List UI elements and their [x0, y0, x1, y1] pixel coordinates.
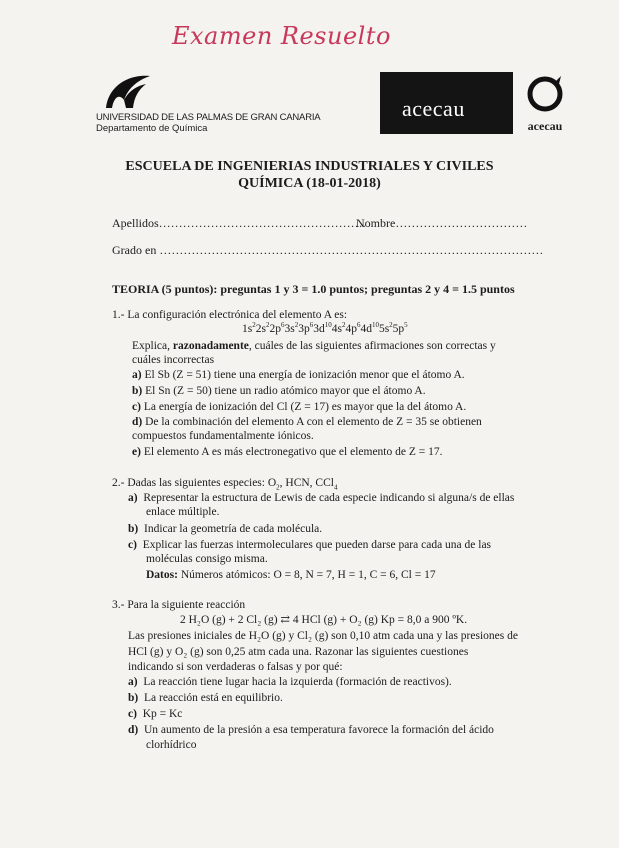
- q3-item-d: d) Un aumento de la presión a esa temperatura favorece la formación del ácido: [128, 724, 494, 736]
- nombre-label: Nombre: [356, 216, 396, 230]
- q2-item-c: c) Explicar las fuerzas intermoleculares que pueden darse para cada una de las: [128, 539, 492, 551]
- nombre-dots: ……………………………: [395, 216, 528, 230]
- acecau-logo-text: acecau: [527, 119, 563, 133]
- apellidos-dots: …………………………………………….: [158, 216, 366, 230]
- university-name: UNIVERSIDAD DE LAS PALMAS DE GRAN CANARIA: [96, 112, 321, 123]
- q3-item-a: a) La reacción tiene lugar hacia la izquierda (formación de reactivos).: [128, 676, 452, 688]
- q1-intro: 1.- La configuración electrónica del elemento A es:: [112, 309, 348, 321]
- q1-explain: Explica, razonadamente, cuáles de las siguientes afirmaciones son correctas y: [132, 340, 496, 352]
- university-logo-block: [96, 70, 326, 134]
- q2-datos: Datos: Números atómicos: O = 8, N = 7, H = 1, C = 6, Cl = 17: [146, 569, 436, 581]
- q1-explain-line2: cuáles incorrectas: [132, 354, 215, 366]
- q2-item-b: b) Indicar la geometría de cada molécula.: [128, 523, 323, 535]
- q3-intro: 3.- Para la siguiente reacción: [112, 599, 246, 611]
- department-name: Departamento de Química: [96, 123, 208, 134]
- q2-item-c-line2: moléculas consigo misma.: [146, 553, 268, 565]
- q1-item-e: e) El elemento A es más electronegativo que el elemento de Z = 17.: [132, 446, 443, 458]
- apellidos-field[interactable]: [112, 216, 366, 231]
- q3-paragraph-line1: Las presiones iniciales de H₂O (g) y Cl₂ (g) son 0,10 atm cada una y las presiones de: [128, 630, 518, 642]
- school-title: ESCUELA DE INGENIERIAS INDUSTRIALES Y CIVILES: [125, 159, 494, 174]
- q2-item-a: a) Representar la estructura de Lewis de cada especie indicando si alguna/s de ellas: [128, 492, 515, 504]
- q1-item-a: a) El Sb (Z = 51) tiene una energía de ionización menor que el átomo A.: [132, 369, 465, 381]
- q3-reaction: 2 H₂O (g) + 2 Cl₂ (g) ⇄ 4 HCl (g) + O₂ (g) Kp = 8,0 a 900 ºK.: [180, 614, 468, 626]
- q1-item-d-line2: compuestos fundamentalmente iónicos.: [132, 430, 314, 442]
- q3-paragraph-line3: indicando si son verdaderas o falsas y por qué:: [128, 661, 343, 673]
- acecau-logo: [518, 74, 572, 134]
- q1-electron-config: $1s^22s^22p^63s^23p^63d^{10}4s^24p^64d^{10}5s^25p^5$: [242, 321, 408, 335]
- nombre-field[interactable]: [356, 216, 527, 231]
- theory-header: TEORIA (5 puntos): preguntas 1 y 3 = 1.0 puntos; preguntas 2 y 4 = 1.5 puntos: [112, 282, 515, 296]
- q3-paragraph-line2: HCl (g) y O₂ (g) son 0,25 atm cada una. Razonar las siguientes cuestiones: [128, 646, 469, 658]
- q1-item-b: b) El Sn (Z = 50) tiene un radio atómico mayor que el átomo A.: [132, 385, 426, 397]
- grado-label: Grado en: [112, 243, 157, 257]
- q2-item-a-line2: enlace múltiple.: [146, 506, 220, 518]
- grado-dots: ……………………………………………………………………………………: [159, 243, 544, 257]
- handwritten-annotation: Examen Resuelto: [172, 22, 391, 50]
- acecau-ring-icon: [525, 74, 565, 114]
- grado-field[interactable]: [112, 243, 543, 258]
- q1-item-d: d) De la combinación del elemento A con el elemento de Z = 35 se obtienen: [132, 416, 482, 428]
- q3-item-c: c) Kp = Kc: [128, 708, 183, 720]
- acecau-banner-text: acecau: [402, 96, 465, 121]
- apellidos-label: Apellidos: [112, 216, 159, 230]
- ulpgc-emblem-icon: [98, 70, 158, 110]
- q1-item-c: c) La energía de ionización del Cl (Z = 17) es mayor que la del átomo A.: [132, 401, 467, 413]
- q2-intro: 2.- Dadas las siguientes especies: $O_2$, HCN, CCl$_4$: [112, 477, 338, 492]
- q3-item-b: b) La reacción está en equilibrio.: [128, 692, 283, 704]
- acecau-banner: [380, 72, 513, 134]
- exam-title: QUÍMICA (18-01-2018): [238, 176, 381, 191]
- q3-item-d-line2: clorhídrico: [146, 739, 197, 751]
